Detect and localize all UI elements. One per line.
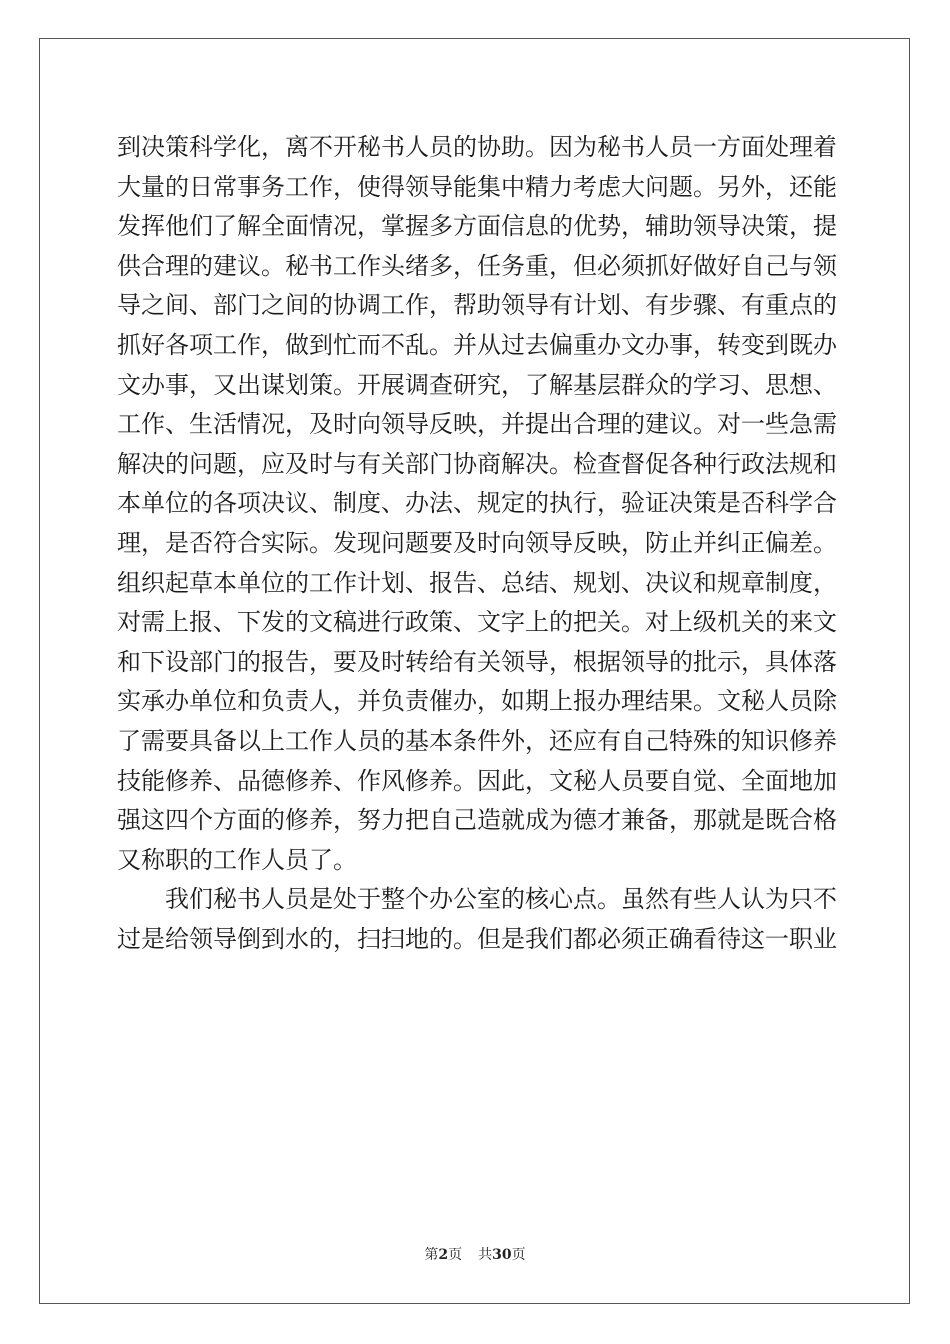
text-line: 了需要具备以上工作人员的基本条件外，还应有自己特殊的知识修养 <box>117 726 837 755</box>
page-footer <box>0 1244 950 1264</box>
text-line: 实承办单位和负责人，并负责催办，如期上报办理结果。文秘人员除 <box>117 687 837 716</box>
document-body <box>117 128 837 959</box>
text-line: 又称职的工作人员了。 <box>117 845 357 874</box>
page-indicator <box>424 1247 462 1263</box>
total-prefix: 共 <box>478 1247 493 1263</box>
text-line: 导之间、部门之间的协调工作，帮助领导有计划、有步骤、有重点的 <box>117 291 837 320</box>
text-line: 对需上报、下发的文稿进行政策、文字上的把关。对上级机关的来文 <box>117 608 837 637</box>
total-suffix: 页 <box>511 1247 526 1263</box>
text-line: 文办事，又出谋划策。开展调查研究，了解基层群众的学习、思想、 <box>117 370 837 399</box>
text-line: 抓好各项工作，做到忙而不乱。并从过去偏重办文办事，转变到既办 <box>117 330 837 359</box>
text-line: 我们秘书人员是处于整个办公室的核心点。虽然有些人认为只不 <box>165 885 837 914</box>
text-line: 工作、生活情况，及时向领导反映，并提出合理的建议。对一些急需 <box>117 410 837 439</box>
text-line: 理，是否符合实际。发现问题要及时向领导反映，防止并纠正偏差。 <box>117 528 837 557</box>
text-line: 本单位的各项决议、制度、办法、规定的执行，验证决策是否科学合 <box>117 489 837 518</box>
text-line: 强这四个方面的修养，努力把自己造就成为德才兼备，那就是既合格 <box>117 806 837 835</box>
paragraph-2 <box>117 880 837 959</box>
text-line: 过是给领导倒到水的，扫扫地的。但是我们都必须正确看待这一职业 <box>117 924 837 953</box>
total-page-number: 30 <box>492 1247 512 1263</box>
text-line: 和下设部门的报告，要及时转给有关领导，根据领导的批示，具体落 <box>117 647 837 676</box>
text-line: 供合理的建议。秘书工作头绪多，任务重，但必须抓好做好自己与领 <box>117 251 837 280</box>
text-line: 解决的问题，应及时与有关部门协商解决。检查督促各种行政法规和 <box>117 449 837 478</box>
page-suffix: 页 <box>448 1247 463 1263</box>
text-line: 组织起草本单位的工作计划、报告、总结、规划、决议和规章制度， <box>117 568 837 597</box>
text-line: 大量的日常事务工作，使得领导能集中精力考虑大问题。另外，还能 <box>117 172 837 201</box>
page-prefix: 第 <box>424 1247 439 1263</box>
page-number: 2 <box>438 1247 449 1263</box>
text-line: 技能修养、品德修养、作风修养。因此，文秘人员要自觉、全面地加 <box>117 766 837 795</box>
paragraph-1 <box>117 128 837 880</box>
total-pages-indicator <box>478 1247 525 1263</box>
text-line: 到决策科学化，离不开秘书人员的协助。因为秘书人员一方面处理着 <box>117 133 837 161</box>
text-line: 发挥他们了解全面情况，掌握多方面信息的优势，辅助领导决策，提 <box>117 212 837 241</box>
